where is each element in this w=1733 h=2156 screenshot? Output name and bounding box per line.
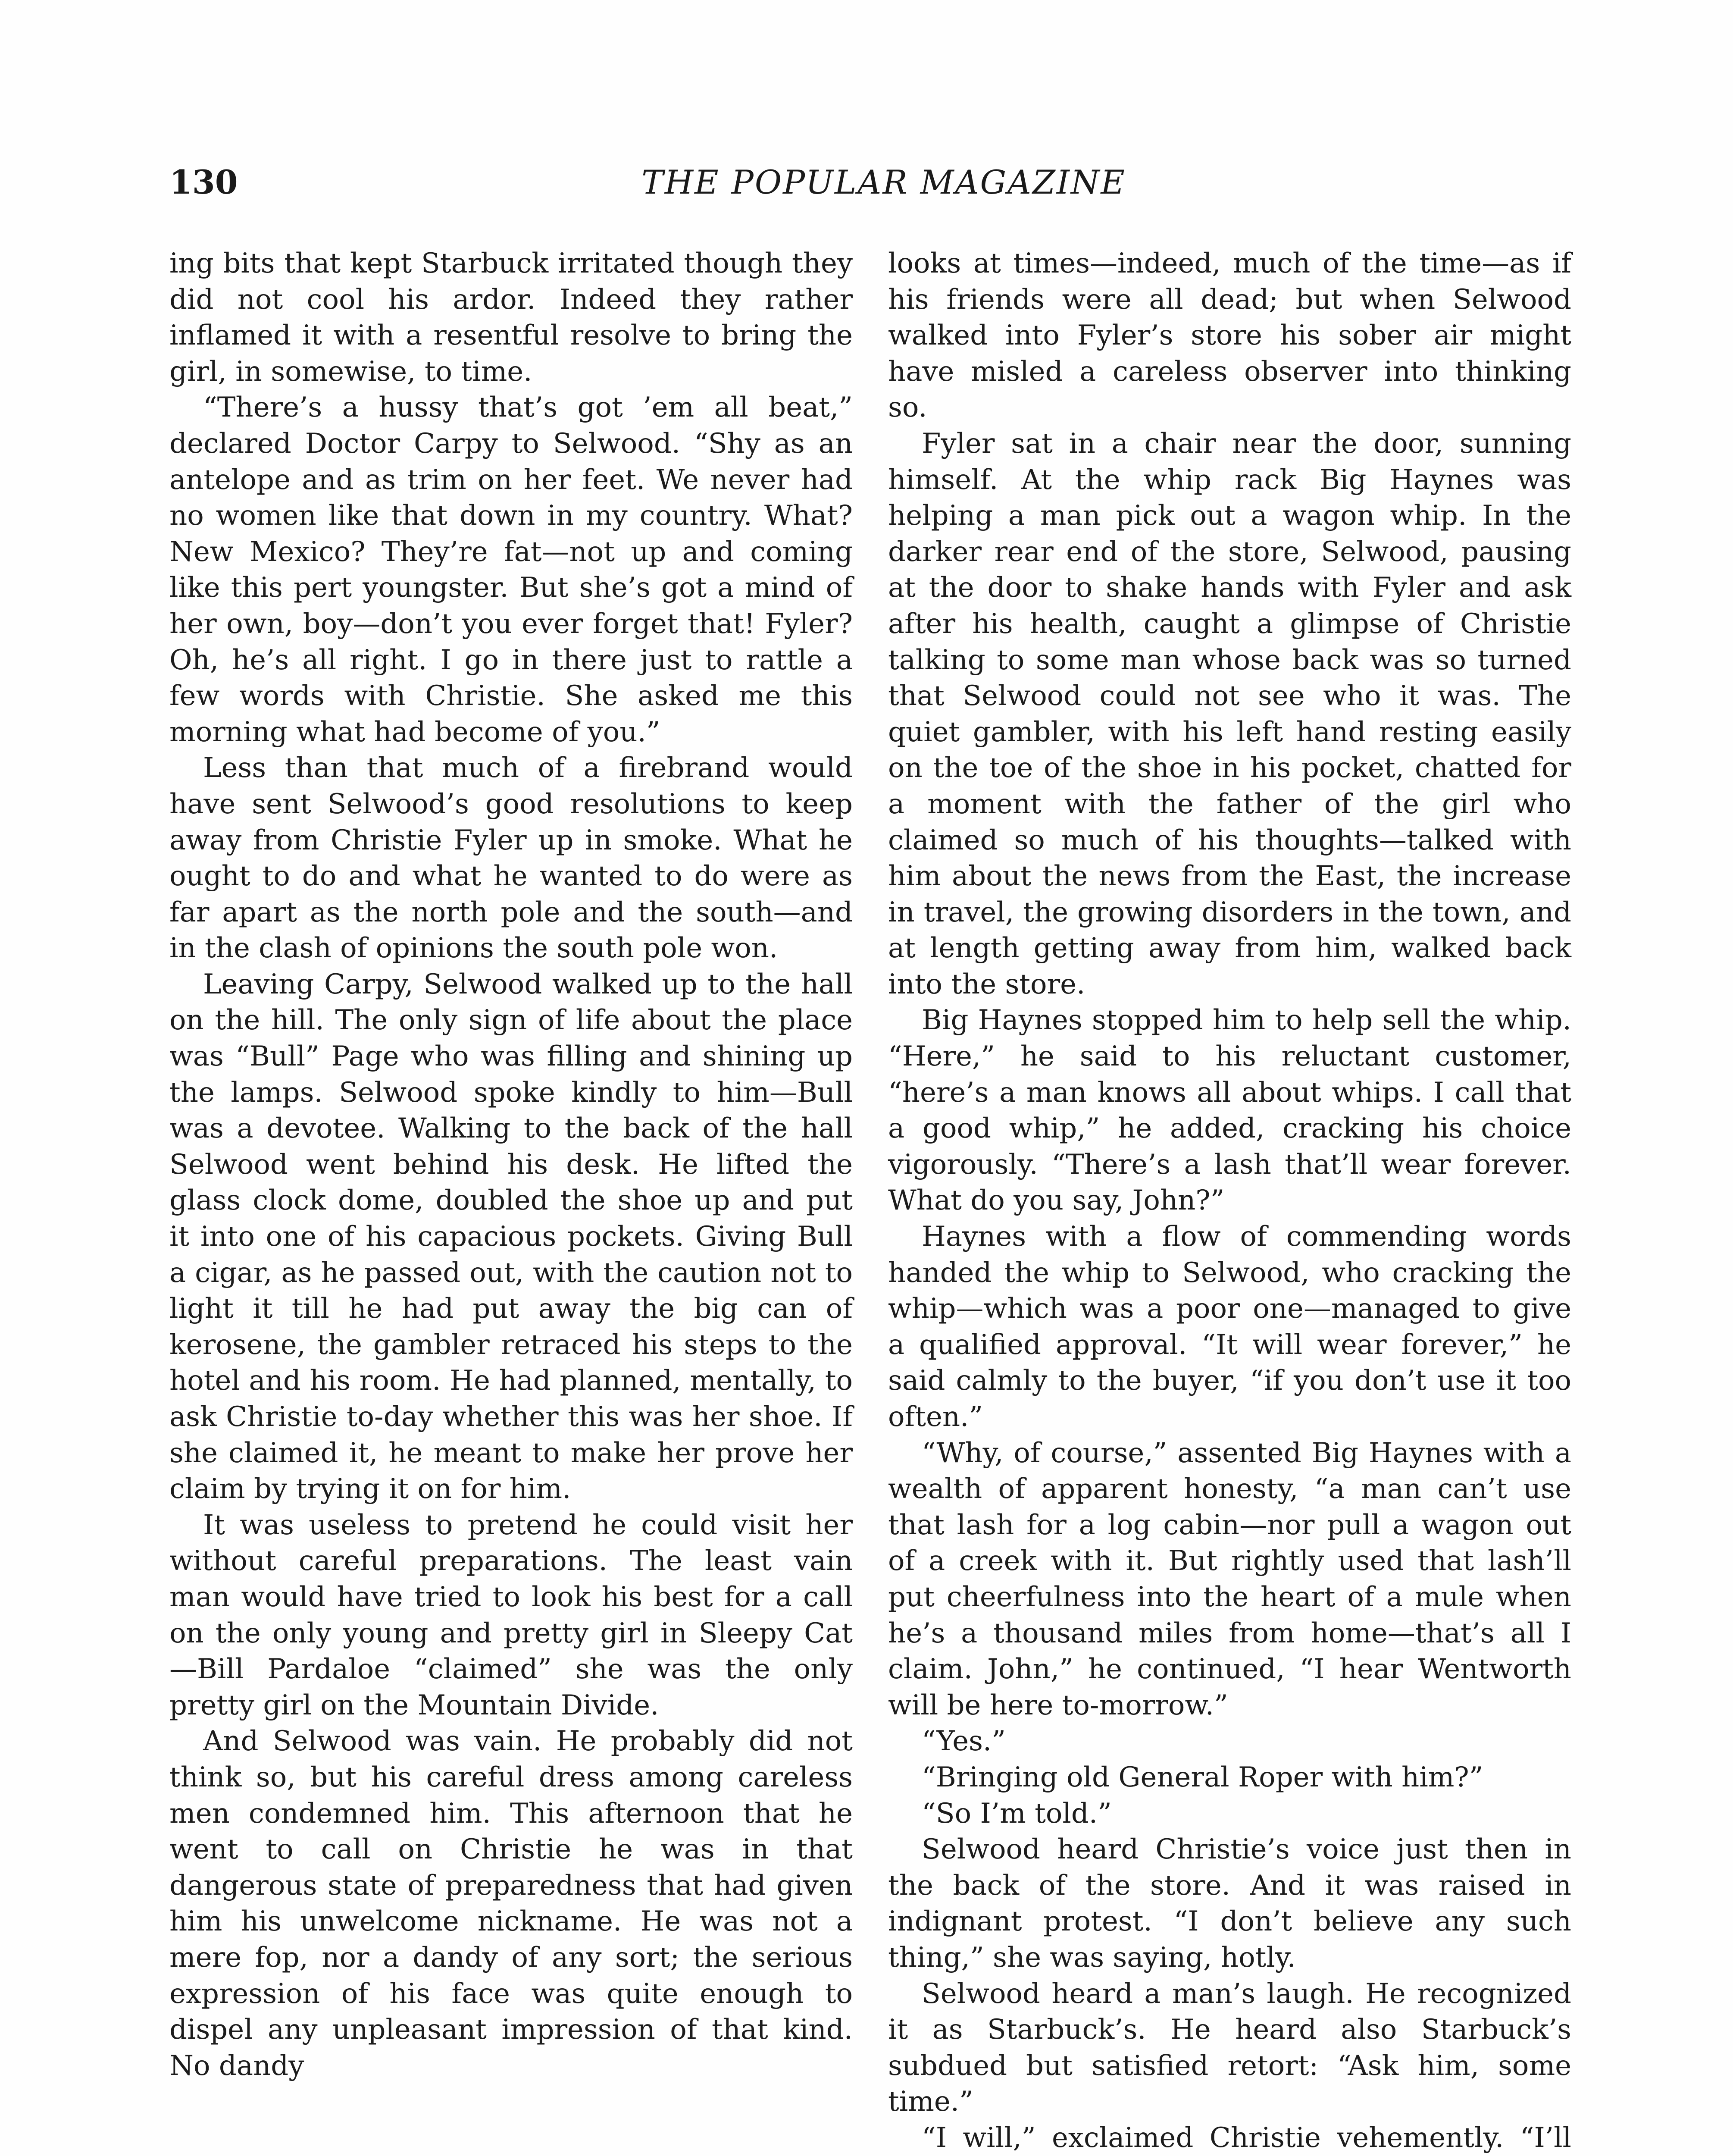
paragraph: looks at times—indeed, much of the time—as if his friends were all dead; but when Selwood walked into Fyler’s store his sober air might have misled a careless observer into thinking so. — [888, 248, 1571, 424]
paragraph: “I will,” exclaimed Christie vehemently. “I’ll — [922, 2122, 1571, 2154]
paragraph: Selwood heard a man’s laugh. He recognized it as Starbuck’s. He heard also Starbuck’s subdued but satisfied retort: “Ask him, some time.” — [888, 1977, 1571, 2118]
paragraph: Fyler sat in a chair near the door, sunning himself. At the whip rack Big Haynes was helping a man pick out a wagon whip. In the darker rear end of the store, Selwood, pausing at the door to shake hands with Fyler and ask after his health, caught a glimpse of Christie talking to some man whose back was so turned that Selwood could not see who it was. The quiet gambler, with his left hand resting easily on the toe of the shoe in his pocket, chatted for a moment with the father of the girl who claimed so much of his thoughts—talked with him about the news from the East, the increase in travel, the growing disorders in the town, and at length getting away from him, walked back into the store. — [888, 427, 1571, 1000]
paragraph: Selwood heard Christie’s voice just then in the back of the store. And it was raised in indignant protest. “I don’t believe any such thing,” she was saying, hotly. — [888, 1833, 1571, 1974]
left-column — [169, 246, 853, 2084]
right-column — [888, 246, 1571, 2156]
paragraph: Big Haynes stopped him to help sell the whip. “Here,” he said to his reluctant customer, “here’s a man knows all about whips. I call that a good whip,” he added, cracking his choice vigorously. “There’s a lash that’ll wear forever. What do you say, John?” — [888, 1004, 1571, 1217]
paragraph: And Selwood was vain. He probably did not think so, but his careful dress among careless men condemned him. This afternoon that he went to call on Christie he was in that dangerous state of preparedness that had given him his unwelcome nickname. He was not a mere fop, nor a dandy of any sort; the serious expression of his face was quite enough to dispel any unpleasant impression of that kind. No dandy — [169, 1725, 853, 2082]
paragraph: “Why, of course,” assented Big Haynes with a wealth of apparent honesty, “a man can’t use that lash for a log cabin—nor pull a wagon out of a creek with it. But rightly used that lash’ll put cheerfulness into the heart of a mule when he’s a thousand miles from home—that’s all I claim. John,” he continued, “I hear Wentworth will be here to-morrow.” — [888, 1437, 1571, 1721]
paragraph: Less than that much of a firebrand would have sent Selwood’s good resolutions to keep away from Christie Fyler up in smoke. What he ought to do and what he wanted to do were as far apart as the north pole and the south—and in the clash of opinions the south pole won. — [169, 752, 853, 965]
paragraph: “So I’m told.” — [922, 1797, 1112, 1830]
running-head: THE POPULAR MAGAZINE — [641, 163, 1126, 201]
page-number: 130 — [169, 163, 238, 201]
paragraph: ing bits that kept Starbuck irritated though they did not cool his ardor. Indeed they rather inflamed it with a resentful resolve to bring the girl, in somewise, to time. — [169, 248, 853, 388]
paragraph: “Yes.” — [922, 1725, 1006, 1758]
paragraph: Leaving Carpy, Selwood walked up to the hall on the hill. The only sign of life about the place was “Bull” Page who was filling and shining up the lamps. Selwood spoke kindly to him—Bull was a devotee. Walking to the back of the hall Selwood went behind his desk. He lifted the glass clock dome, doubled the shoe up and put it into one of his capacious pockets. Giving Bull a cigar, as he passed out, with the caution not to light it till he had put away the big can of kerosene, the gambler retraced his steps to the hotel and his room. He had planned, mentally, to ask Christie to-day whether this was her shoe. If she claimed it, he meant to make her prove her claim by trying it on for him. — [169, 968, 853, 1505]
paragraph: Haynes with a flow of commending words handed the whip to Selwood, who cracking the whip—which was a poor one—managed to give a qualified approval. “It will wear forever,” he said calmly to the buyer, “if you don’t use it too often.” — [888, 1221, 1571, 1433]
paragraph: “Bringing old General Roper with him?” — [922, 1761, 1483, 1793]
paragraph: “There’s a hussy that’s got ’em all beat,” declared Doctor Carpy to Selwood. “Shy as an antelope and as trim on her feet. We never had no women like that down in my country. What? New Mexico? They’re fat—not up and coming like this pert youngster. But she’s got a mind of her own, boy—don’t you ever forget that! Fyler? Oh, he’s all right. I go in there just to rattle a few words with Christie. She asked me this morning what had become of you.” — [169, 392, 853, 748]
paragraph: It was useless to pretend he could visit her without careful preparations. The least vain man would have tried to look his best for a call on the only young and pretty girl in Sleepy Cat—Bill Pardaloe “claimed” she was the only pretty girl on the Mountain Divide. — [169, 1509, 853, 1721]
